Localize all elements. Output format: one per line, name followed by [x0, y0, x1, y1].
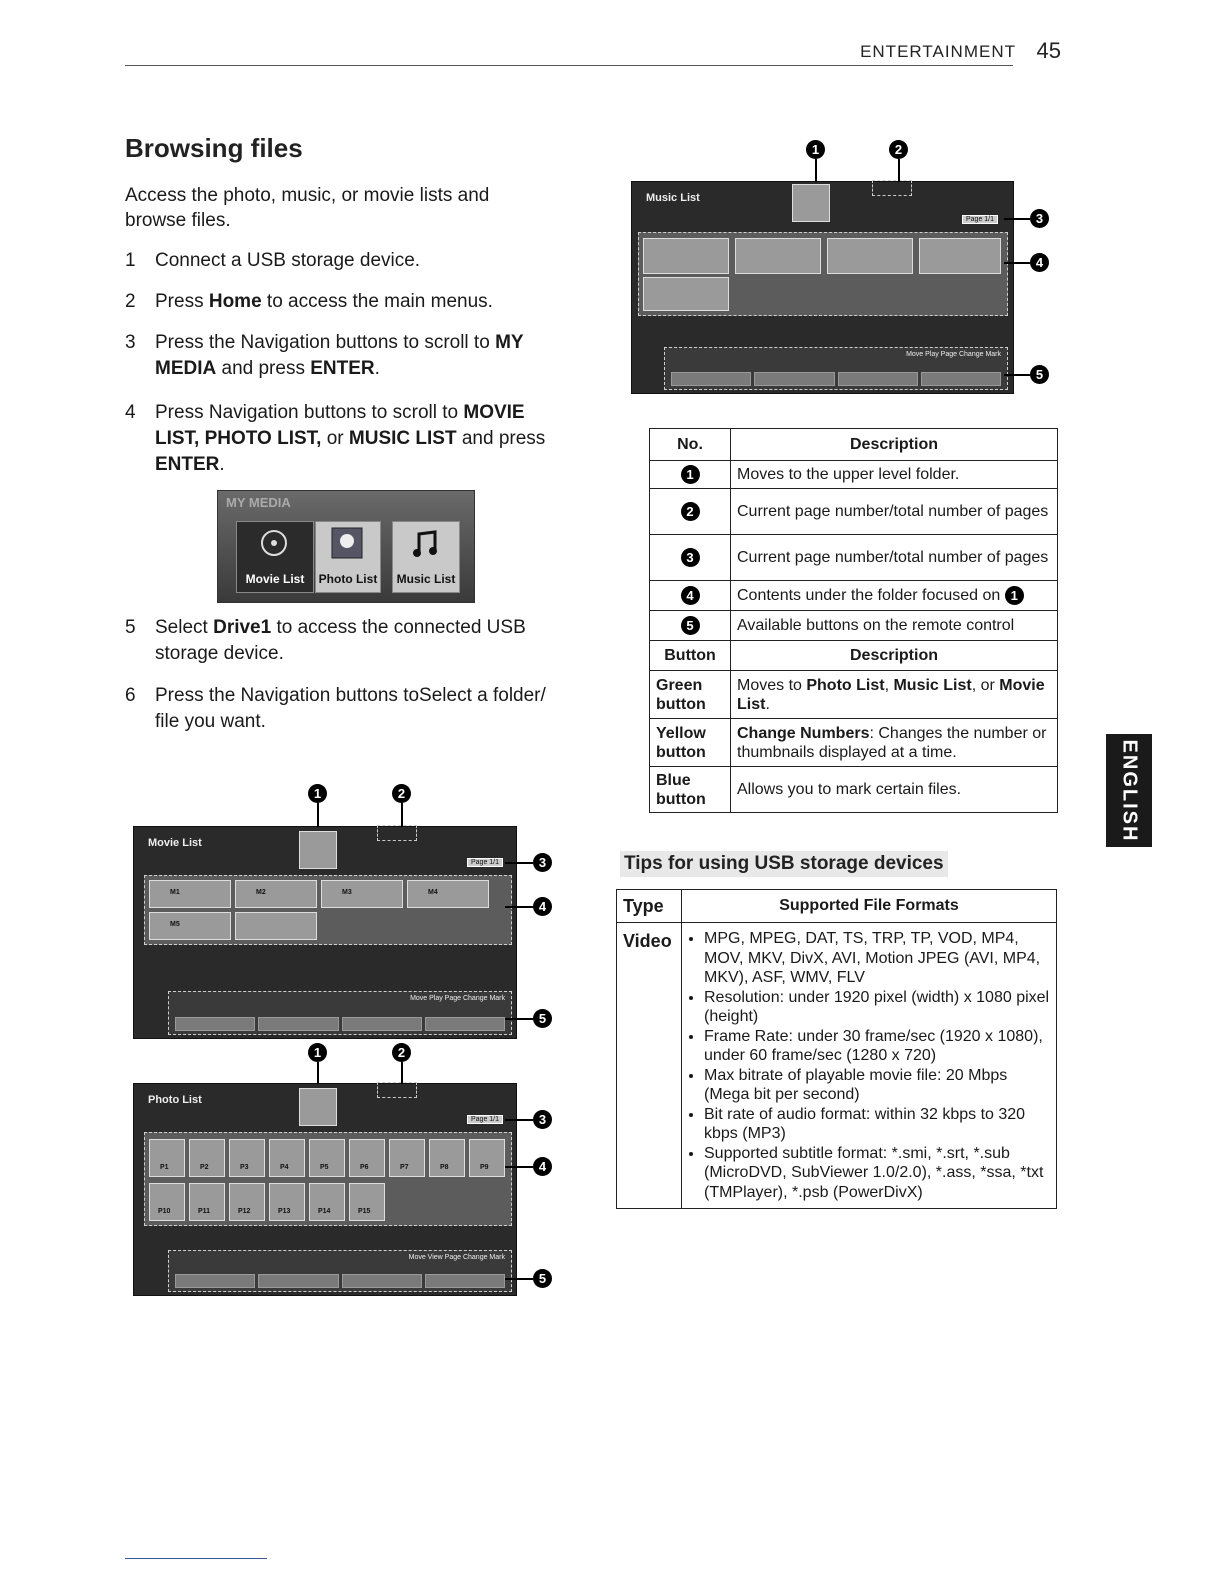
leader-line — [505, 1166, 533, 1168]
format-list-cell — [682, 923, 1057, 1209]
step-number: 5 — [125, 617, 136, 638]
button-description: Moves to Photo List, Music List, or Movie List. — [731, 671, 1058, 719]
callout-1: 1 — [681, 465, 700, 484]
button-description: Allows you to mark certain files. — [731, 767, 1058, 813]
header-section-title: ENTERTAINMENT — [860, 42, 1016, 61]
format-list — [688, 929, 1050, 1202]
page-indicator-box — [377, 825, 417, 841]
thumbnail[interactable] — [235, 912, 317, 940]
step-number: 4 — [125, 402, 136, 423]
intro-text: Access the photo, music, or movie lists and browse files. — [125, 185, 490, 231]
photo-list-tile — [315, 521, 381, 593]
col-header-description: Description — [731, 429, 1058, 461]
thumbnail[interactable]: M5 — [149, 912, 231, 940]
page-indicator-box — [377, 1082, 417, 1098]
leader-line — [505, 1278, 533, 1280]
callout-5: 5 — [1030, 365, 1049, 384]
thumbnail[interactable]: P14 — [309, 1183, 345, 1221]
folder-icon — [299, 1088, 337, 1126]
thumbnail[interactable] — [643, 238, 729, 274]
leader-line — [1004, 374, 1030, 376]
callout-1: 1 — [308, 1043, 327, 1062]
callout-4: 4 — [1030, 253, 1049, 272]
music-list-tile — [392, 521, 460, 593]
thumbnail[interactable]: P8 — [429, 1139, 465, 1177]
thumbnail[interactable]: P6 — [349, 1139, 385, 1177]
callout-2: 2 — [392, 784, 411, 803]
leader-line — [898, 159, 900, 182]
list-item: • Frame Rate: under 30 frame/sec (1920 x 1080), under 60 frame/sec (1280 x 720) — [704, 1027, 1050, 1066]
thumbnail[interactable] — [827, 238, 913, 274]
step-number: 6 — [125, 685, 136, 706]
step-text: Select Drive1 to access the connected USB storage device. — [155, 617, 526, 664]
leader-line — [505, 906, 533, 908]
movie-list-tile — [236, 521, 314, 593]
tile-label: Music List — [396, 572, 456, 586]
page-label: Page 1/1 — [467, 1115, 503, 1124]
callout-5: 5 — [681, 616, 700, 635]
thumbnail[interactable]: M4 — [407, 880, 489, 908]
page-title: Browsing files — [125, 133, 303, 163]
row-description: Current page number/total number of pages — [731, 489, 1058, 535]
callout-3: 3 — [533, 1110, 552, 1129]
button-row — [175, 1017, 505, 1031]
photo-icon — [330, 526, 364, 560]
page-label: Page 1/1 — [467, 858, 503, 867]
music-list-screenshot — [631, 181, 1014, 394]
table-row — [650, 581, 1058, 611]
thumbnail[interactable]: M3 — [321, 880, 403, 908]
leader-line — [401, 803, 403, 827]
step-number: 2 — [125, 291, 136, 312]
thumbnail[interactable]: M1 — [149, 880, 231, 908]
table-row — [650, 719, 1058, 767]
movie-list-screenshot — [133, 826, 517, 1039]
table-row — [650, 767, 1058, 813]
thumbnail[interactable] — [919, 238, 1001, 274]
button-name: Blue button — [650, 767, 731, 813]
table-row — [650, 535, 1058, 581]
thumbnail[interactable]: P4 — [269, 1139, 305, 1177]
thumbnail-grid — [144, 875, 512, 945]
remote-button-bar — [168, 991, 512, 1035]
step-text: Press Navigation buttons to scroll to MOVIE LIST, PHOTO LIST, or MUSIC LIST and press ENTER. — [155, 402, 546, 475]
screen-title: Music List — [646, 192, 700, 204]
tips-heading: Tips for using USB storage devices — [620, 851, 948, 877]
callout-2: 2 — [889, 140, 908, 159]
tile-label: Movie List — [245, 572, 305, 586]
remote-button-bar — [168, 1250, 512, 1292]
footer-rule — [125, 1558, 267, 1559]
thumbnail[interactable]: P5 — [309, 1139, 345, 1177]
folder-icon — [792, 184, 830, 222]
page-label: Page 1/1 — [962, 215, 998, 224]
step-text: Connect a USB storage device. — [155, 250, 421, 271]
screen-title: Photo List — [148, 1094, 202, 1106]
thumbnail[interactable] — [735, 238, 821, 274]
callout-4: 4 — [681, 586, 700, 605]
leader-line — [505, 1018, 533, 1020]
leader-line — [505, 862, 533, 864]
list-item: • Supported subtitle format: *.smi, *.srt, *.sub (MicroDVD, SubViewer 1.0/2.0), *.ass, *ssa, *txt (TMPlayer), *.psb (PowerDivX) — [704, 1144, 1050, 1203]
col-header-type: Type — [617, 890, 682, 923]
button-hints: Move View Page Change Mark — [408, 1254, 505, 1261]
tile-label: Photo List — [318, 572, 378, 586]
table-row — [650, 611, 1058, 641]
my-media-screenshot — [217, 490, 475, 603]
film-reel-icon — [259, 528, 289, 558]
leader-line — [401, 1062, 403, 1084]
step-text: Press Home to access the main menus. — [155, 291, 493, 312]
leader-line — [317, 1062, 319, 1084]
header-rule — [125, 65, 1013, 66]
leader-line — [505, 1119, 533, 1121]
thumbnail[interactable]: P2 — [189, 1139, 225, 1177]
page-number: 45 — [1036, 38, 1061, 63]
photo-list-screenshot — [133, 1083, 517, 1296]
supported-formats-table — [616, 889, 1057, 1209]
thumbnail[interactable] — [643, 277, 729, 311]
thumbnail[interactable]: P1 — [149, 1139, 185, 1177]
thumbnail-grid — [638, 232, 1008, 316]
step-text: Press the Navigation buttons to scroll to MY MEDIA and press ENTER. — [155, 332, 524, 379]
thumbnail[interactable]: P15 — [349, 1183, 385, 1221]
button-name: Yellow button — [650, 719, 731, 767]
row-description: Current page number/total number of pages — [731, 535, 1058, 581]
table-row — [650, 671, 1058, 719]
callout-3: 3 — [533, 853, 552, 872]
callout-5: 5 — [533, 1009, 552, 1028]
callout-1: 1 — [1005, 586, 1024, 605]
button-hints: Move Play Page Change Mark — [906, 351, 1001, 358]
step-text: Press the Navigation buttons toSelect a folder/ file you want. — [155, 685, 546, 732]
language-side-tab — [1106, 734, 1152, 847]
remote-button-bar — [664, 347, 1008, 390]
side-tab-label: ENGLISH — [1118, 739, 1141, 842]
table-row — [650, 489, 1058, 535]
thumbnail[interactable]: P12 — [229, 1183, 265, 1221]
my-media-title: MY MEDIA — [226, 495, 291, 510]
thumbnail[interactable]: P13 — [269, 1183, 305, 1221]
leader-line — [1004, 218, 1030, 220]
list-item: • Resolution: under 1920 pixel (width) x 1080 pixel (height) — [704, 988, 1050, 1027]
callout-2: 2 — [681, 502, 700, 521]
thumbnail[interactable]: M2 — [235, 880, 317, 908]
row-description: Moves to the upper level folder. — [731, 461, 1058, 489]
col-header-button: Button — [650, 641, 731, 671]
callout-2: 2 — [392, 1043, 411, 1062]
thumbnail[interactable]: P11 — [189, 1183, 225, 1221]
col-header-description: Description — [731, 641, 1058, 671]
thumbnail-grid — [144, 1132, 512, 1226]
screen-title: Movie List — [148, 837, 202, 849]
table-row — [617, 923, 1057, 1209]
leader-line — [815, 159, 817, 182]
row-description: Contents under the folder focused on 1 — [731, 581, 1058, 611]
format-type: Video — [617, 923, 682, 1209]
callout-3: 3 — [1030, 209, 1049, 228]
step-number: 3 — [125, 332, 136, 353]
callout-1: 1 — [308, 784, 327, 803]
thumbnail[interactable]: P10 — [149, 1183, 185, 1221]
thumbnail[interactable]: P7 — [389, 1139, 425, 1177]
table-row — [650, 461, 1058, 489]
folder-icon — [299, 831, 337, 869]
button-hints: Move Play Page Change Mark — [410, 995, 505, 1002]
col-header-formats: Supported File Formats — [682, 890, 1057, 923]
step-number: 1 — [125, 250, 136, 271]
col-header-no: No. — [650, 429, 731, 461]
callout-4: 4 — [533, 1157, 552, 1176]
thumbnail[interactable]: P9 — [469, 1139, 505, 1177]
leader-line — [1004, 262, 1030, 264]
callout-1: 1 — [806, 140, 825, 159]
list-item: • MPG, MPEG, DAT, TS, TRP, TP, VOD, MP4, MOV, MKV, DivX, AVI, Motion JPEG (AVI, MP4, MKV), ASF, WMV, FLV — [704, 929, 1050, 988]
description-table — [649, 428, 1058, 813]
list-item: • Bit rate of audio format: within 32 kbps to 320 kbps (MP3) — [704, 1105, 1050, 1144]
callout-5: 5 — [533, 1269, 552, 1288]
callout-4: 4 — [533, 897, 552, 916]
callout-3: 3 — [681, 548, 700, 567]
button-name: Green button — [650, 671, 731, 719]
thumbnail[interactable]: P3 — [229, 1139, 265, 1177]
button-row — [671, 372, 1001, 386]
row-description: Available buttons on the remote control — [731, 611, 1058, 641]
button-row — [175, 1274, 505, 1288]
leader-line — [317, 803, 319, 827]
button-description: Change Numbers: Changes the number or thumbnails displayed at a time. — [731, 719, 1058, 767]
music-note-icon — [409, 526, 443, 560]
list-item: • Max bitrate of playable movie file: 20 Mbps (Mega bit per second) — [704, 1066, 1050, 1105]
page-indicator-box — [872, 180, 912, 196]
